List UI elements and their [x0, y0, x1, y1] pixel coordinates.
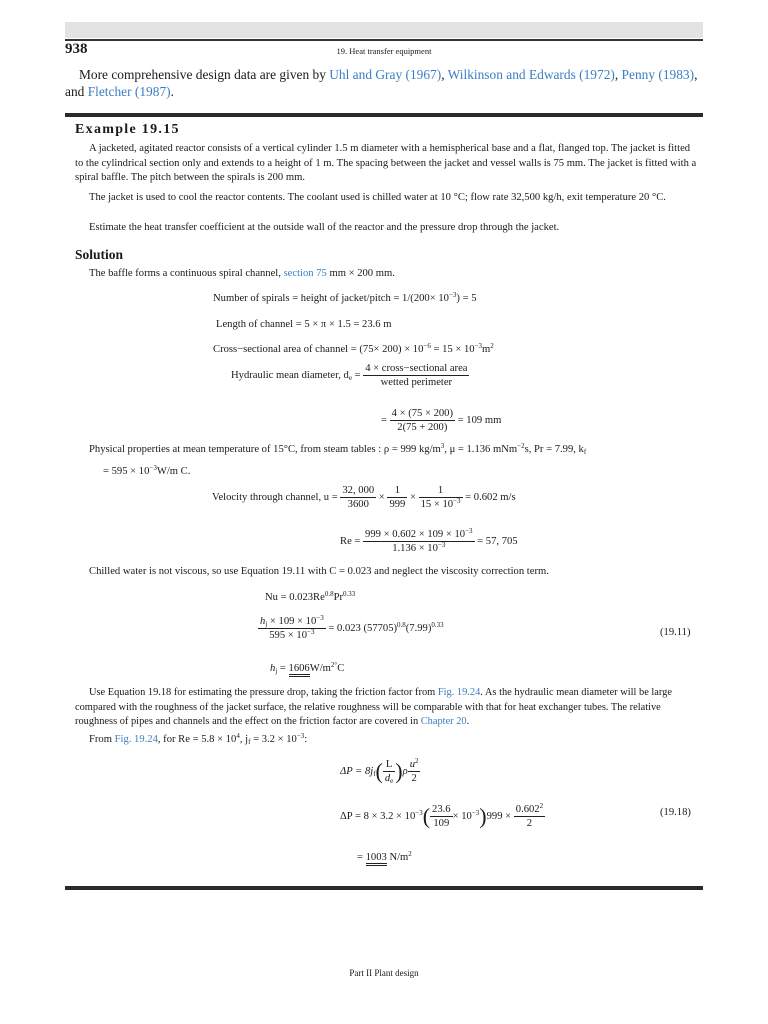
- eq-text: =: [277, 663, 289, 674]
- baffle-statement: [89, 268, 395, 279]
- eq-exponent: −3: [448, 291, 457, 299]
- eq-exponent: −3: [415, 808, 423, 817]
- left-paren: (: [375, 758, 383, 784]
- eq-text: (7.99): [405, 622, 432, 634]
- fraction-numerator: 1: [387, 484, 407, 498]
- eq-text: Pr: [333, 592, 343, 603]
- fraction-numerator: [258, 615, 326, 629]
- example-bottom-rule: [65, 886, 703, 890]
- eq-text: N/m: [386, 852, 409, 863]
- equation-pressure-drop-1: [340, 758, 420, 785]
- pressure-drop-paragraph: [75, 686, 700, 730]
- running-title: 19. Heat transfer equipment: [336, 46, 432, 56]
- equation-area: [213, 344, 494, 355]
- fraction-denominator: 3600: [347, 499, 369, 510]
- eq-exponent: 2: [490, 342, 494, 350]
- fraction-denominator: [258, 629, 326, 642]
- fraction: [383, 758, 395, 785]
- equation-tag-19-11: (19.11): [660, 627, 691, 638]
- eq-exponent: −3: [474, 342, 483, 350]
- eq-text: 0.602: [515, 804, 540, 815]
- fraction-denominator: 109: [433, 818, 450, 829]
- fraction-denominator: [419, 498, 463, 511]
- eq-text: × 10: [452, 810, 472, 822]
- eq-exponent: −3: [453, 497, 461, 505]
- eq-exponent: 0.33: [343, 590, 356, 598]
- eq-subscript: j: [265, 620, 268, 628]
- equation-hj-result: [270, 663, 344, 674]
- eq-text: , μ = 1.136 mNm: [444, 444, 518, 455]
- header-rule: [65, 39, 703, 41]
- fraction-denominator: [363, 542, 474, 555]
- example-top-rule: [65, 113, 703, 117]
- equation-pressure-drop-2: [340, 803, 545, 830]
- eq-text: = 57, 705: [474, 535, 518, 547]
- equation-hj: [258, 615, 444, 642]
- section-link[interactable]: section 75: [283, 268, 327, 279]
- right-paren: ): [395, 758, 403, 784]
- eq-text: ΔP = 8j: [340, 765, 374, 777]
- intro-text: More comprehensive design data are given by: [79, 67, 330, 82]
- viscous-statement: Chilled water is not viscous, so use Equation 19.11 with C = 0.023 and neglect the viscosity correction term.: [89, 566, 549, 577]
- fraction: [258, 615, 326, 642]
- eq-subscript: f: [583, 448, 587, 456]
- eq-exponent: −2: [517, 442, 525, 450]
- ref-penny[interactable]: Penny (1983): [621, 67, 695, 82]
- eq-exponent: 2: [539, 802, 544, 810]
- eq-text: 1.136 × 10: [392, 543, 438, 554]
- chapter-20-link[interactable]: Chapter 20: [420, 716, 467, 727]
- fraction-denominator: [383, 772, 395, 785]
- equation-pressure-drop-result: [357, 852, 412, 863]
- eq-text: u: [409, 759, 415, 770]
- eq-text: ΔP = 8 × 3.2 × 10: [340, 810, 416, 822]
- intro-sep: , and: [65, 67, 698, 99]
- eq-text: = 0.023 (57705): [325, 622, 398, 634]
- eq-text: Re =: [340, 535, 364, 547]
- eq-exponent: −3: [316, 614, 324, 622]
- fraction-numerator: 1: [419, 484, 463, 498]
- eq-text: ρ: [402, 765, 408, 777]
- fraction: [430, 803, 453, 830]
- eq-exponent: −3: [149, 464, 157, 472]
- physical-properties-line-1: [89, 444, 586, 455]
- pd-text: :: [304, 734, 308, 745]
- solution-title: Solution: [75, 247, 124, 262]
- equation-nusselt: [265, 592, 355, 603]
- eq-subscript: j: [275, 667, 278, 675]
- intro-end: .: [170, 84, 174, 99]
- pd-text: , for Re = 5.8 × 10: [157, 734, 237, 745]
- eq-text: d: [384, 773, 391, 784]
- eq-text: = 0.602 m/s: [462, 491, 516, 503]
- example-title: Example 19.15: [75, 122, 180, 137]
- fraction-denominator: 2(75 + 200): [397, 422, 448, 433]
- eq-text: =: [381, 414, 390, 426]
- physical-properties-line-2: [103, 466, 190, 477]
- eq-exponent: 0.8: [324, 590, 334, 598]
- eq-exponent: 4: [236, 732, 240, 740]
- friction-factor-line: [89, 734, 307, 745]
- fraction-denominator: 2: [411, 773, 417, 784]
- example-paragraph-1: A jacketed, agitated reactor consists of a vertical cylinder 1.5 m diameter with a hemispherical base and a flat, flanged top. The jacket is fitted to the cylindrical section only and extends to a height of 1 m. The spacing between the jacket and vessel walls is 75 mm. The jacket is fitted with a spiral baffle. The pitch between the spirals is 200 mm.: [75, 143, 697, 183]
- fraction-numerator: 4 × cross−sectional area: [365, 363, 468, 374]
- eq-text: 15 × 10: [420, 499, 454, 510]
- eq-subscript: f: [248, 738, 251, 746]
- eq-exponent: −3: [437, 541, 446, 549]
- eq-text: Cross−sectional area of channel = (75× 200) × 10: [213, 344, 424, 355]
- eq-text: h: [270, 663, 276, 674]
- equation-tag-19-18: (19.18): [660, 807, 691, 818]
- eq-exponent: −3: [465, 527, 473, 535]
- ref-fletcher[interactable]: Fletcher (1987): [87, 84, 171, 99]
- ref-wilkinson-edwards[interactable]: Wilkinson and Edwards (1972): [447, 67, 615, 82]
- eq-text: =: [357, 852, 366, 863]
- result-value: 1003: [366, 852, 387, 866]
- eq-exponent: 0.8: [397, 620, 406, 629]
- eq-subscript: e: [348, 373, 352, 382]
- eq-text: m: [482, 344, 491, 355]
- fraction-numerator: 32, 000: [342, 485, 375, 496]
- fraction-numerator: 4 × (75 × 200): [391, 408, 454, 419]
- eq-text: Nu = 0.023Re: [265, 592, 325, 603]
- ref-uhl-gray[interactable]: Uhl and Gray (1967): [329, 67, 442, 82]
- eq-exponent: −3: [471, 808, 480, 817]
- fraction-denominator: wetted perimeter: [380, 377, 453, 388]
- fraction: [419, 484, 463, 511]
- left-paren: (: [422, 803, 431, 829]
- eq-exponent: 2: [408, 850, 412, 858]
- intro-sep: ,: [441, 67, 448, 82]
- pd-text: Use Equation 19.18 for estimating the pressure drop, taking the friction factor from: [89, 687, 438, 698]
- equation-reynolds: [340, 528, 518, 555]
- baffle-text-end: mm × 200 mm.: [326, 268, 395, 279]
- eq-text: C: [337, 663, 345, 674]
- header-band: [65, 22, 703, 38]
- eq-text: Number of spirals = height of jacket/pitch = 1/(200× 10: [213, 293, 449, 304]
- pd-text: . As the hydraulic mean diameter will be large compared with the roughness of the jacket surface, the relative roughness will be comparable with that for heat exchanger tubes. The relative roughness of pipes and channels and the effect on the friction factor are covered in: [75, 687, 672, 727]
- eq-text: Hydraulic mean diameter, d: [231, 369, 349, 381]
- fraction: [387, 484, 407, 511]
- eq-subscript: f: [373, 769, 376, 778]
- pd-text: From: [89, 734, 115, 745]
- right-paren: ): [479, 803, 487, 829]
- fig-19-24-link-2[interactable]: Fig. 19.24: [114, 734, 158, 745]
- eq-text: 999 × 0.602 × 109 × 10: [365, 529, 466, 540]
- fraction-denominator: 999: [389, 499, 406, 510]
- fraction-numerator: [363, 528, 474, 542]
- eq-exponent: −6: [423, 342, 431, 350]
- pd-text: , j: [239, 734, 249, 745]
- eq-exponent: −3: [296, 732, 305, 740]
- eq-text: W/m C.: [156, 466, 191, 477]
- eq-text: 595 × 10: [269, 630, 308, 641]
- eq-text: W/m: [309, 663, 331, 674]
- fraction: [340, 484, 376, 511]
- equation-hydraulic-diameter: [231, 362, 469, 389]
- fraction: [363, 528, 474, 555]
- eq-exponent: 3: [440, 442, 445, 450]
- eq-operator: ×: [376, 491, 388, 503]
- fraction-numerator: [514, 803, 545, 817]
- example-paragraph-3: Estimate the heat transfer coefficient at the outside wall of the reactor and the pressure drop through the jacket.: [89, 222, 560, 233]
- example-paragraph-2: The jacket is used to cool the reactor contents. The coolant used is chilled water at 10 °C; flow rate 32,500 kg/h, exit temperature 20 °C.: [89, 192, 666, 203]
- pd-text: .: [466, 716, 470, 727]
- result-value: 1606: [289, 663, 310, 677]
- equation-hydraulic-result: [381, 407, 501, 434]
- eq-text: s, Pr = 7.99, k: [524, 444, 584, 455]
- eq-exponent: 2°: [330, 661, 338, 669]
- eq-text: = 109 mm: [455, 414, 502, 426]
- eq-exponent: −3: [307, 628, 315, 636]
- equation-length: Length of channel = 5 × π × 1.5 = 23.6 m: [216, 319, 392, 330]
- page-number: 938: [65, 41, 88, 57]
- fraction-numerator: L: [383, 758, 395, 772]
- eq-text: Physical properties at mean temperature of 15°C, from steam tables : ρ = 999 kg/m: [89, 444, 441, 455]
- eq-text: = 595 × 10: [103, 466, 150, 477]
- fraction: [408, 758, 421, 785]
- fraction-denominator: 2: [526, 818, 533, 829]
- eq-text: h: [260, 616, 266, 627]
- eq-text: ) = 5: [456, 293, 477, 304]
- eq-text: × 109 × 10: [267, 616, 317, 627]
- fraction-numerator: 23.6: [432, 804, 451, 815]
- pd-text: = 3.2 × 10: [250, 734, 297, 745]
- intro-sep: ,: [614, 67, 622, 82]
- intro-paragraph: [65, 66, 705, 100]
- equation-spirals: [213, 293, 477, 304]
- equation-velocity: [212, 484, 516, 511]
- fraction-numerator: [408, 758, 421, 772]
- fig-19-24-link[interactable]: Fig. 19.24: [437, 687, 481, 698]
- fraction: [390, 407, 455, 434]
- eq-exponent: 2: [414, 757, 419, 765]
- baffle-text: The baffle forms a continuous spiral channel,: [89, 268, 284, 279]
- eq-text: =: [351, 369, 364, 381]
- eq-subscript: e: [390, 777, 394, 785]
- eq-text: 999 ×: [486, 810, 514, 822]
- eq-operator: ×: [407, 491, 419, 503]
- eq-text: = 15 × 10: [430, 344, 475, 355]
- fraction: [514, 803, 545, 830]
- eq-exponent: 0.33: [431, 620, 444, 629]
- page-footer: Part II Plant design: [349, 968, 419, 978]
- fraction: [363, 362, 469, 389]
- eq-text: Velocity through channel, u =: [212, 491, 341, 503]
